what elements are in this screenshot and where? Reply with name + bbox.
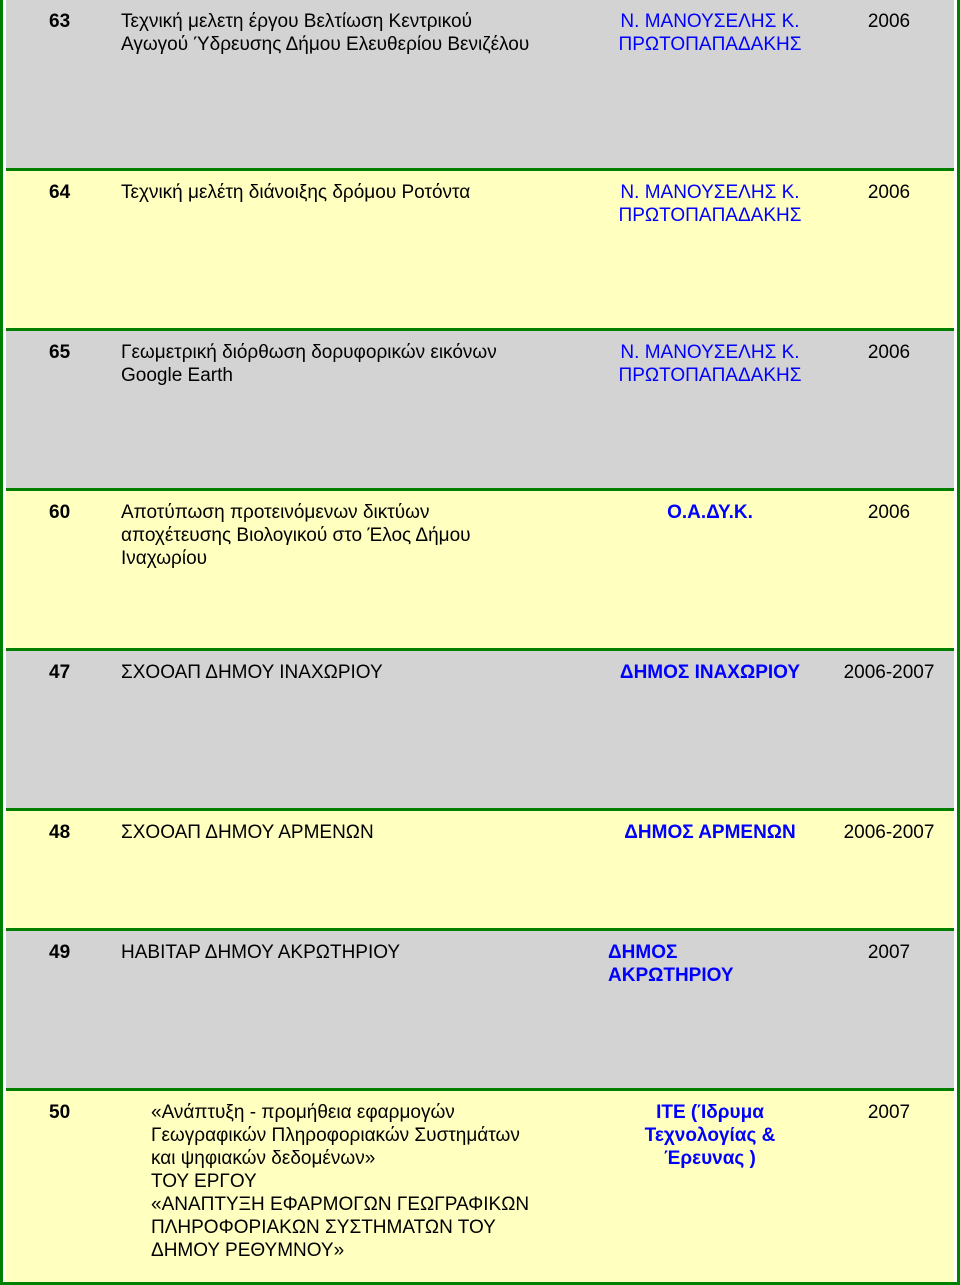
- project-year: 2007: [867, 942, 911, 963]
- table-row: [6, 488, 954, 648]
- project-authority: ΔΗΜΟΣ ΙΝΑΧΩΡΙΟΥ: [619, 662, 801, 683]
- project-year: 2007: [867, 1102, 911, 1123]
- project-title: ΣΧΟΟΑΠ ΔΗΜΟΥ ΙΝΑΧΩΡΙΟΥ: [121, 662, 383, 683]
- table-row: [6, 928, 954, 1088]
- table-row: [6, 648, 954, 808]
- project-authority: ΔΗΜΟΣ ΑΡΜΕΝΩΝ: [624, 822, 796, 843]
- row-number: 60: [49, 502, 71, 523]
- row-number: 49: [49, 942, 71, 963]
- project-year: 2006-2007: [843, 662, 935, 683]
- project-title: ΣΧΟΟΑΠ ΔΗΜΟΥ ΑΡΜΕΝΩΝ: [121, 822, 374, 843]
- table-row: [6, 1088, 954, 1282]
- table-row: [6, 168, 954, 328]
- project-year: 2006: [867, 342, 911, 363]
- project-title: Τεχνική μελέτη διάνοιξης δρόμου Ροτόντα: [121, 182, 471, 203]
- project-authority: Ν. ΜΑΝΟΥΣΕΛΗΣ Κ. ΠΡΩΤΟΠΑΠΑΔΑΚΗΣ: [618, 182, 802, 226]
- row-number: 47: [49, 662, 71, 683]
- project-authority: Ν. ΜΑΝΟΥΣΕΛΗΣ Κ. ΠΡΩΤΟΠΑΠΑΔΑΚΗΣ: [618, 11, 802, 55]
- project-title: Αποτύπωση προτεινόμενων δικτύων αποχέτευσης Βιολογικού στο Έλος Δήμου Ιναχωρίου: [121, 502, 471, 569]
- project-year: 2006-2007: [843, 822, 935, 843]
- project-authority: Ο.Α.ΔΥ.Κ.: [667, 502, 753, 523]
- project-authority: ΙΤΕ (Ίδρυμα Τεχνολογίας & Έρευνας ): [644, 1102, 776, 1169]
- project-title: Γεωμετρική διόρθωση δορυφορικών εικόνων Google Earth: [121, 342, 497, 386]
- table-row: [6, 808, 954, 928]
- project-year: 2006: [867, 11, 911, 32]
- row-number: 65: [49, 342, 71, 363]
- row-number: 63: [49, 11, 71, 32]
- project-title: Τεχνική μελετη έργου Βελτίωση Κεντρικού Αγωγού Ύδρευσης Δήμου Ελευθερίου Βενιζέλου: [121, 11, 530, 55]
- table-row: [6, 328, 954, 488]
- project-year: 2006: [867, 502, 911, 523]
- project-year: 2006: [867, 182, 911, 203]
- project-title: «Ανάπτυξη - προμήθεια εφαρμογών Γεωγραφικών Πληροφοριακών Συστημάτων και ψηφιακών δεδομένων» ΤΟΥ ΕΡΓΟΥ «ΑΝΑΠΤΥΞΗ ΕΦΑΡΜΟΓΩΝ ΓΕΩΓΡΑΦΙΚΩΝ ΠΛΗΡΟΦΟΡΙΑΚΩΝ ΣΥΣΤΗΜΑΤΩΝ ΤΟΥ ΔΗΜΟΥ ΡΕΘΥΜΝΟΥ»: [151, 1102, 530, 1261]
- row-number: 50: [49, 1102, 71, 1123]
- project-authority: Ν. ΜΑΝΟΥΣΕΛΗΣ Κ. ΠΡΩΤΟΠΑΠΑΔΑΚΗΣ: [618, 342, 802, 386]
- row-number: 64: [49, 182, 71, 203]
- project-title: ΗΑΒΙΤΑΡ ΔΗΜΟΥ ΑΚΡΩΤΗΡΙΟΥ: [121, 942, 401, 963]
- row-number: 48: [49, 822, 71, 843]
- project-authority: ΔΗΜΟΣ ΑΚΡΩΤΗΡΙΟΥ: [608, 942, 734, 986]
- table-row: [6, 0, 954, 168]
